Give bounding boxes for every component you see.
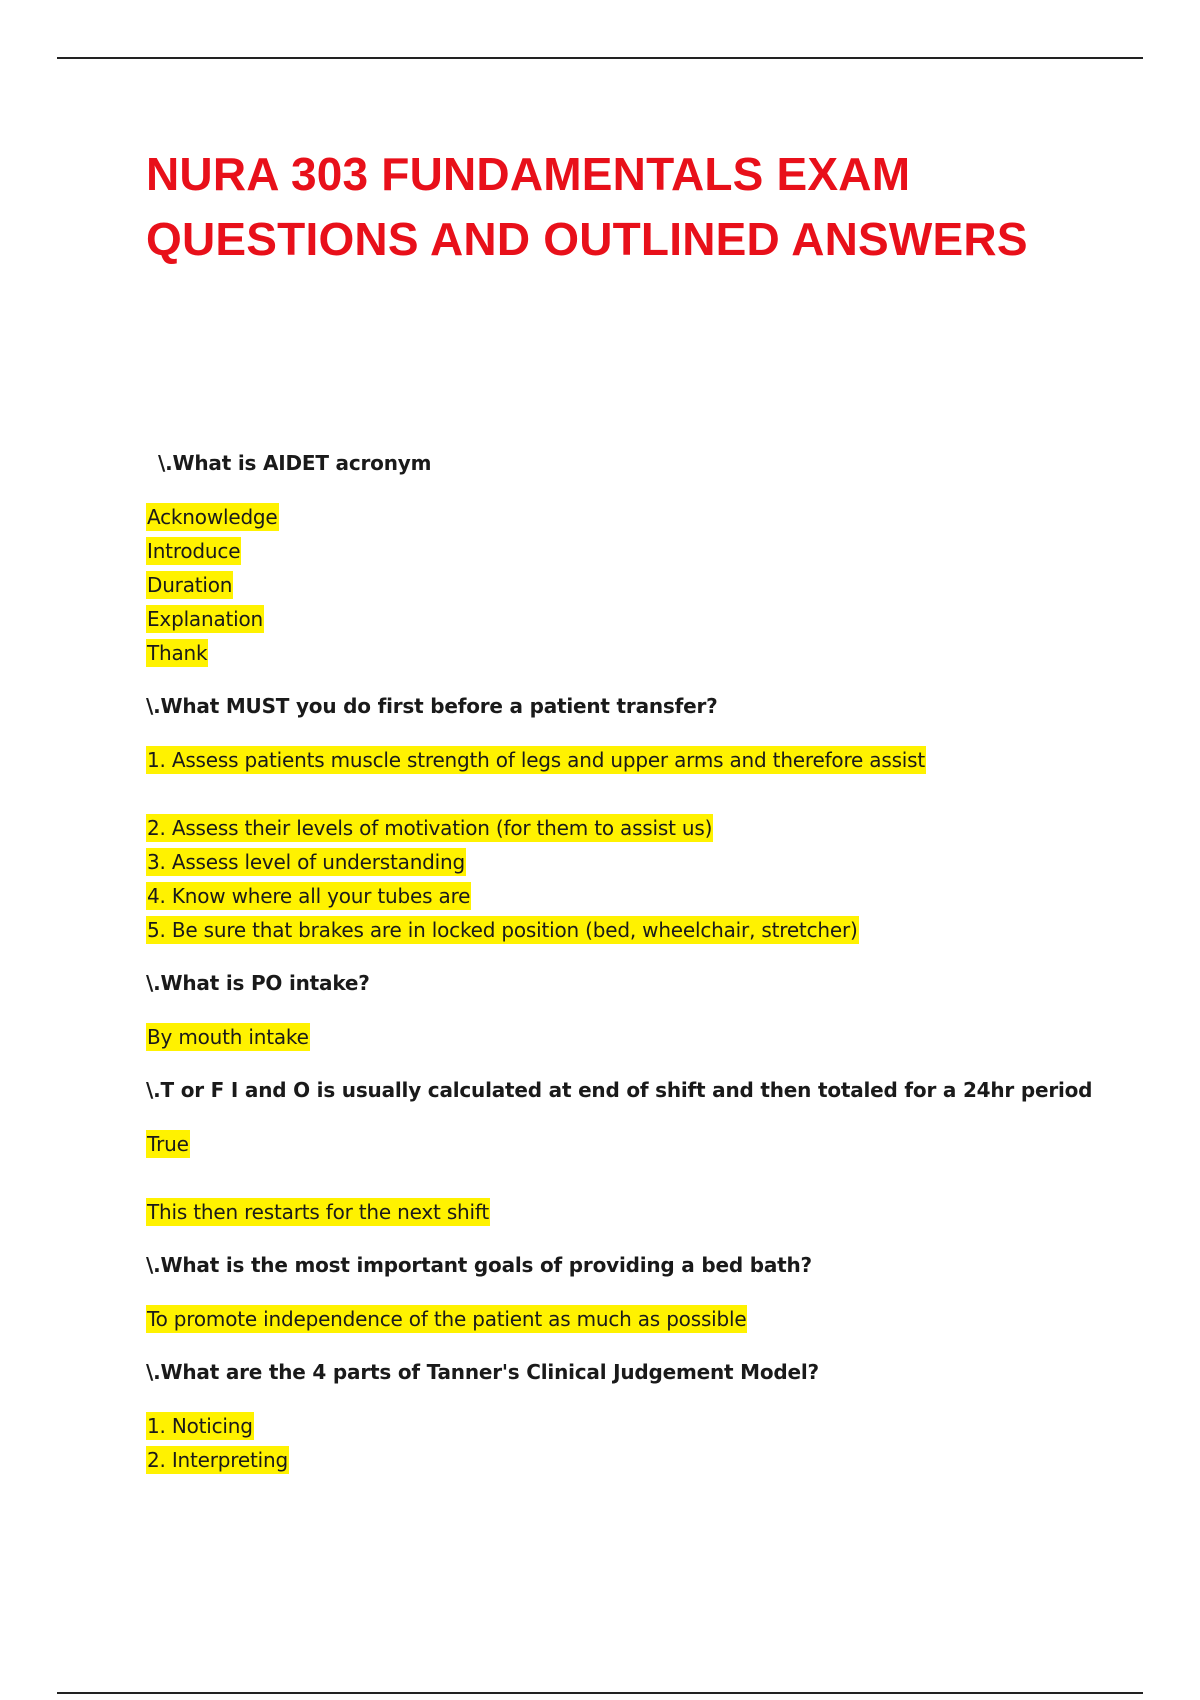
- answer-item: [146, 1302, 1146, 1336]
- answer-item: [146, 743, 1146, 777]
- answer-list: [146, 1302, 1146, 1336]
- answer-list: [146, 743, 1146, 947]
- bottom-rule: [57, 1692, 1143, 1694]
- question: \.What is the most important goals of providing a bed bath?: [146, 1253, 812, 1277]
- spacer: [146, 1161, 1146, 1195]
- answer-item: [146, 1443, 1146, 1477]
- title-line: NURA 303 FUNDAMENTALS EXAM: [146, 148, 911, 200]
- answer-text: Acknowledge: [147, 505, 278, 529]
- answer-item: [146, 845, 1146, 879]
- answer-text: Duration: [147, 573, 233, 597]
- answer-item: [146, 1127, 1146, 1161]
- answer-item: [146, 1020, 1146, 1054]
- answer-item: [146, 879, 1146, 913]
- answer-list: [146, 1409, 1146, 1477]
- answer-text: To promote independence of the patient as much as possible: [147, 1307, 747, 1331]
- question: \.What MUST you do first before a patient transfer?: [146, 694, 718, 718]
- answer-text: Explanation: [147, 607, 264, 631]
- question: \.T or F I and O is usually calculated at end of shift and then totaled for a 24hr period: [146, 1078, 1093, 1102]
- answer-text: 3. Assess level of understanding: [147, 850, 466, 874]
- title-line: QUESTIONS AND OUTLINED ANSWERS: [146, 213, 1028, 265]
- question: \.What is AIDET acronym: [158, 451, 432, 475]
- answer-text: 4. Know where all your tubes are: [147, 884, 471, 908]
- answer-text: 2. Assess their levels of motivation (for them to assist us): [147, 816, 713, 840]
- qa-content: [146, 450, 1146, 1500]
- answer-item: [146, 811, 1146, 845]
- document-title: [146, 142, 1146, 272]
- answer-item: [146, 1195, 1146, 1229]
- answer-item: [146, 500, 1146, 534]
- answer-list: [146, 1127, 1146, 1229]
- answer-text: Thank: [147, 641, 208, 665]
- answer-text: 1. Assess patients muscle strength of legs and upper arms and therefore assist: [147, 748, 926, 772]
- top-rule: [57, 57, 1143, 59]
- answer-item: [146, 1409, 1146, 1443]
- question: \.What is PO intake?: [146, 971, 370, 995]
- answer-text: 2. Interpreting: [147, 1448, 288, 1472]
- answer-item: [146, 534, 1146, 568]
- answer-text: True: [147, 1132, 189, 1156]
- answer-item: [146, 913, 1146, 947]
- answer-item: [146, 636, 1146, 670]
- answer-text: By mouth intake: [147, 1025, 309, 1049]
- answer-item: [146, 568, 1146, 602]
- answer-list: [146, 1020, 1146, 1054]
- answer-list: [146, 500, 1146, 670]
- answer-text: This then restarts for the next shift: [147, 1200, 490, 1224]
- answer-text: 5. Be sure that brakes are in locked position (bed, wheelchair, stretcher): [147, 918, 858, 942]
- spacer: [146, 777, 1146, 811]
- answer-text: 1. Noticing: [147, 1414, 253, 1438]
- answer-item: [146, 602, 1146, 636]
- answer-text: Introduce: [147, 539, 241, 563]
- question: \.What are the 4 parts of Tanner's Clinical Judgement Model?: [146, 1360, 819, 1384]
